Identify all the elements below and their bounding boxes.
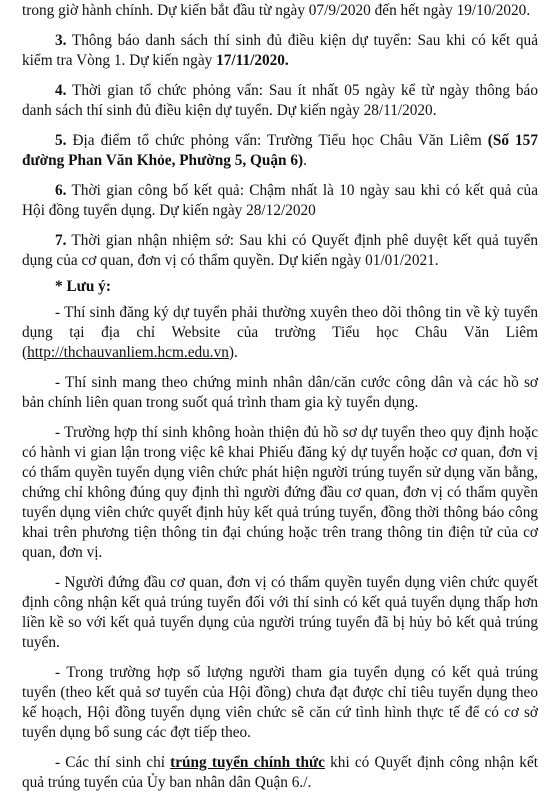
note-5 (22, 663, 538, 743)
note-4-text: - Người đứng đầu cơ quan, đơn vị có thẩm quyền tuyển dụng viên chức quyết định công nhận kết quả trúng tuyển đối với thí sinh có kết quả tuyển dụng thấp hơn liền kề so với kết quả tuyển dụng của người trúng tuyển đã bị hủy bỏ kết quả trúng tuyển. (22, 574, 538, 651)
note-1-end: ). (228, 344, 238, 361)
item-5-number: 5. (55, 132, 67, 149)
note-1 (22, 303, 538, 363)
note-6-pre: - Các thí sinh chỉ (55, 754, 171, 771)
note-6 (22, 753, 538, 793)
intro-text: trong giờ hành chính. Dự kiến bắt đầu từ ngày 07/9/2020 đến hết ngày 19/10/2020. (22, 2, 531, 19)
item-3 (22, 31, 538, 71)
item-5-end: . (303, 152, 307, 169)
item-4 (22, 81, 538, 121)
item-6 (22, 181, 538, 221)
item-7-number: 7. (55, 232, 67, 249)
item-3-date: 17/11/2020. (216, 52, 289, 69)
notes-heading-text: * Lưu ý: (55, 278, 111, 295)
note-2 (22, 373, 538, 413)
item-4-number: 4. (55, 82, 67, 99)
item-4-text: Thời gian tổ chức phỏng vấn: Sau ít nhất 05 ngày kể từ ngày thông báo danh sách thí sinh đủ điều kiện dự tuyển. Dự kiến ngày 28/11/2020. (22, 82, 538, 119)
intro-paragraph (22, 1, 538, 21)
note-1-text: - Thí sinh đăng ký dự tuyển phải thường xuyên theo dõi thông tin về kỳ tuyển dụng tại địa chỉ Website của trường Tiểu học Châu Văn Liêm ( (22, 304, 538, 361)
item-5 (22, 131, 538, 171)
item-5-text: Địa điểm tổ chức phỏng vấn: Trường Tiểu học Châu Văn Liêm (66, 132, 488, 149)
item-5-address: (Số 157 đường Phan Văn Khỏe, Phường 5, Quận 6) (22, 132, 538, 169)
item-7-text: Thời gian nhận nhiệm sở: Sau khi có Quyết định phê duyệt kết quả tuyển dụng của cơ quan, đơn vị có thẩm quyền. Dự kiến ngày 01/01/2021. (22, 232, 538, 269)
item-6-number: 6. (55, 182, 67, 199)
note-3-text: - Trường hợp thí sinh không hoàn thiện đủ hồ sơ dự tuyển theo quy định hoặc có hành vi gian lận trong việc kê khai Phiếu đăng ký dự tuyển hoặc cơ quan, đơn vị có thẩm quyền tuyển dụng viên chức phát hiện người trúng tuyển sử dụng văn bằng, chứng chỉ không đúng quy định thì người đứng đầu cơ quan, đơn vị có thẩm quyền tuyển dụng viên chức quyết định hủy kết quả trúng tuyển, đồng thời thông báo công khai trên phương tiện thông tin đại chúng hoặc trên trang thông tin điện tử của cơ quan, đơn vị. (22, 424, 538, 561)
website-link[interactable]: http://thchauvanliem.hcm.edu.vn (27, 344, 229, 361)
item-3-text: Thông báo danh sách thí sinh đủ điều kiện dự tuyển: Sau khi có kết quả kiểm tra Vòng 1. Dự kiến ngày (22, 32, 538, 69)
note-2-text: - Thí sinh mang theo chứng minh nhân dân/căn cước công dân và các hồ sơ bản chính liên quan trong suốt quá trình tham gia kỳ tuyển dụng. (22, 374, 538, 411)
item-6-text: Thời gian công bố kết quả: Chậm nhất là 10 ngày sau khi có kết quả của Hội đồng tuyển dụng. Dự kiến ngày 28/12/2020 (22, 182, 538, 219)
notes-heading (22, 277, 538, 297)
note-6-post: khi có Quyết định công nhận kết quả trúng tuyển của Ủy ban nhân dân Quận 6./. (22, 754, 538, 791)
note-4 (22, 573, 538, 653)
note-3 (22, 423, 538, 563)
note-5-text: - Trong trường hợp số lượng người tham gia tuyển dụng có kết quả trúng tuyển (theo kết quả sơ tuyển của Hội đồng) chưa đạt được chỉ tiêu tuyển dụng theo kế hoạch, Hội đồng tuyển dụng viên chức sẽ căn cứ tình hình thực tế để có cơ sở tuyển dụng bổ sung các đợt tiếp theo. (22, 664, 538, 741)
item-7 (22, 231, 538, 271)
item-3-number: 3. (55, 32, 67, 49)
note-6-emphasis: trúng tuyển chính thức (170, 754, 325, 771)
